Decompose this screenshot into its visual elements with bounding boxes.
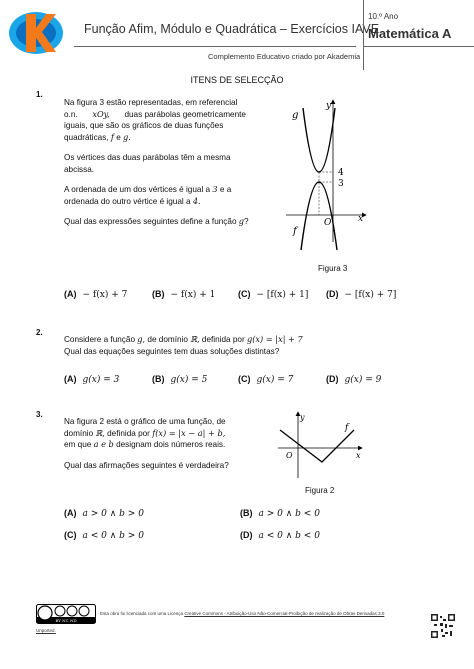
q1-line-1: Na figura 3 estão representadas, em referencial xyxy=(64,98,238,107)
option-expression: − f(x) + 1 xyxy=(170,290,216,300)
option-expression: a > 0 ∧ b > 0 xyxy=(82,509,144,519)
license-text xyxy=(100,611,384,616)
question-2-text xyxy=(64,334,303,357)
subject-name: Matemática A xyxy=(368,26,452,41)
q3-reals: ℝ, xyxy=(95,427,105,438)
option-expression: g(x) = 5 xyxy=(170,375,208,385)
option-letter: (A) xyxy=(64,374,77,384)
q1-paragraph-3a-rest: e a xyxy=(219,185,232,194)
label-g: g xyxy=(292,110,299,121)
q1-line-4: quadráticas, xyxy=(64,132,109,142)
q1-option-c[interactable] xyxy=(238,289,308,300)
q3-question: Qual das afirmações seguintes é verdadeira? xyxy=(64,460,229,470)
akademia-logo xyxy=(6,6,66,58)
q1-line-3: iguais, que são os gráficos de duas funções xyxy=(64,121,224,130)
label-f: f xyxy=(345,423,349,433)
q1-question-mark: ? xyxy=(244,217,249,226)
q3-definition: f(x) = |x − a| + b, xyxy=(152,427,226,438)
q3-line-1: Na figura 2 está o gráfico de uma função, de xyxy=(64,417,226,426)
option-expression: a > 0 ∧ b < 0 xyxy=(258,509,320,519)
q1-paragraph-2a: Os vértices das duas parábolas têm a mesma xyxy=(64,153,231,162)
question-3-text xyxy=(64,416,270,471)
label-y: y xyxy=(326,101,332,111)
q3-a-and-b: a e b xyxy=(93,439,114,449)
option-letter: (B) xyxy=(152,289,165,299)
q1-paragraph-2b: abcissa. xyxy=(64,164,95,174)
license-suffix[interactable] xyxy=(36,628,56,633)
question-2-number: 2. xyxy=(36,328,43,337)
license-prefix: Esta obra foi licenciada com uma Licença xyxy=(100,611,184,616)
option-expression: g(x) = 7 xyxy=(256,375,294,385)
q1-paragraph-3b: ordenada do outro vértice é igual a xyxy=(64,196,191,206)
q2-line-1a: Considere a função xyxy=(64,335,136,344)
q2-reals: ℝ, xyxy=(190,334,200,344)
option-letter: (B) xyxy=(240,508,253,518)
option-expression: g(x) = 3 xyxy=(82,375,120,385)
label-y: y xyxy=(300,413,305,422)
q1-paragraph-3a: A ordenada de um dos vértices é igual a xyxy=(64,185,211,194)
q1-line-2a: o.n. xyxy=(64,109,78,119)
q1-line-2b: duas parábolas geometricamente xyxy=(124,109,246,119)
option-letter: (A) xyxy=(64,289,77,299)
q3-line-2a: domínio xyxy=(64,428,94,438)
q2-definition: g(x) = |x| + 7 xyxy=(247,334,303,344)
header-side-divider xyxy=(363,46,474,47)
q1-question-g: g xyxy=(238,216,245,226)
option-expression: − [f(x) + 7] xyxy=(344,290,397,300)
option-expression: a < 0 ∧ b < 0 xyxy=(258,531,320,541)
option-letter: (B) xyxy=(152,374,165,384)
figure-3-graph xyxy=(282,94,374,264)
option-letter: (D) xyxy=(326,374,339,384)
section-title: ITENS DE SELECÇÃO xyxy=(190,75,284,85)
q3-line-2b: definida por xyxy=(107,428,150,438)
question-1-text xyxy=(64,97,249,228)
label-x: x xyxy=(358,214,364,224)
qr-code-icon xyxy=(430,613,456,639)
figure-3-caption: Figura 3 xyxy=(318,264,348,273)
option-expression: − f(x) + 7 xyxy=(82,290,128,300)
question-1-number: 1. xyxy=(36,90,43,99)
q1-option-b[interactable] xyxy=(152,289,215,300)
option-expression: − [f(x) + 1] xyxy=(256,290,309,300)
document-title: Função Afim, Módulo e Quadrática – Exercícios IAVE xyxy=(84,22,380,36)
q1-option-a[interactable] xyxy=(64,289,127,300)
option-letter: (D) xyxy=(326,289,339,299)
q3-option-d[interactable] xyxy=(240,530,320,541)
option-letter: (C) xyxy=(238,289,251,299)
option-letter: (C) xyxy=(64,530,77,540)
document-subtitle: Complemento Educativo criado por Akademia xyxy=(208,52,361,61)
cc-badge-text: BY NC ND xyxy=(55,618,77,623)
q2-line-1c: definida por xyxy=(201,335,245,344)
q1-three: 3 xyxy=(212,184,218,194)
q2-line-1b: de domínio xyxy=(147,335,188,344)
option-expression: a < 0 ∧ b > 0 xyxy=(82,531,144,541)
q1-g: g. xyxy=(123,131,131,142)
header-divider xyxy=(74,46,356,47)
q2-option-a[interactable] xyxy=(64,374,119,385)
q3-line-3a: em que xyxy=(64,440,92,449)
q2-option-b[interactable] xyxy=(152,374,207,385)
q1-f: f xyxy=(110,131,114,142)
figure-2-graph xyxy=(276,408,368,484)
license-suffix-link[interactable]: Unported. xyxy=(36,628,56,633)
q2-option-d[interactable] xyxy=(326,374,381,385)
label-3: 3 xyxy=(338,179,344,189)
label-x: x xyxy=(356,451,361,460)
q3-line-3b: designam dois números reais. xyxy=(116,440,226,449)
creative-commons-badge[interactable] xyxy=(36,604,96,624)
q3-option-b[interactable] xyxy=(240,508,320,519)
option-letter: (A) xyxy=(64,508,77,518)
label-4: 4 xyxy=(338,168,344,178)
q2-option-c[interactable] xyxy=(238,374,293,385)
q2-g: g, xyxy=(137,334,146,344)
q3-option-a[interactable] xyxy=(64,508,144,519)
q2-line-2: Qual das equações seguintes tem duas soluções distintas? xyxy=(64,346,280,356)
option-letter: (D) xyxy=(240,530,253,540)
school-year: 10.º Ano xyxy=(368,12,399,21)
question-3-number: 3. xyxy=(36,410,43,419)
q1-e: e xyxy=(116,132,121,142)
label-o: O xyxy=(286,451,293,460)
q1-four: 4. xyxy=(192,195,201,206)
option-letter: (C) xyxy=(238,374,251,384)
q1-xoy: xOy, xyxy=(92,108,110,119)
figure-2-caption: Figura 2 xyxy=(305,486,335,495)
license-link[interactable]: Creative Commons - Atribuição-Uso Não-Comercial-Proibição de realização de Obras Derivadas 3.0 xyxy=(184,611,385,616)
parabola-g xyxy=(303,108,335,172)
q3-option-c[interactable] xyxy=(64,530,144,541)
q1-question: Qual das expressões seguintes define a função xyxy=(64,217,237,226)
option-expression: g(x) = 9 xyxy=(344,375,382,385)
label-f: f xyxy=(293,226,297,237)
q1-option-d[interactable] xyxy=(326,289,396,300)
label-o: O xyxy=(324,218,332,228)
parabola-f xyxy=(301,182,337,250)
